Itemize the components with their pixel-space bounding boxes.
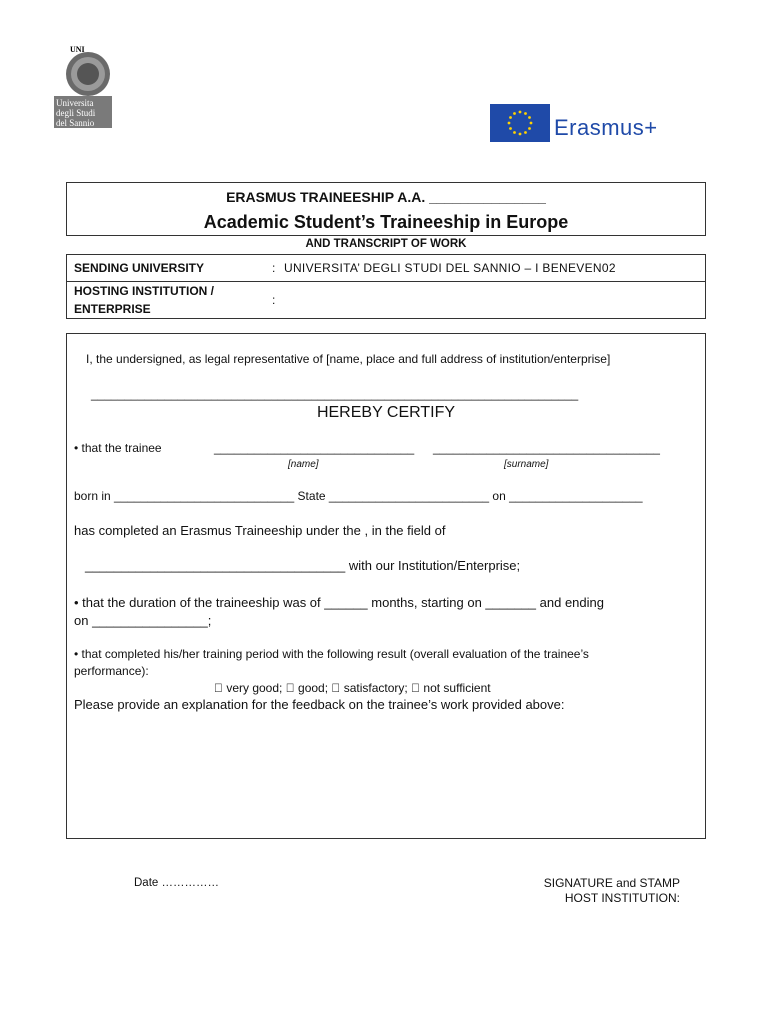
sending-row bbox=[67, 255, 705, 282]
signature-block bbox=[500, 876, 680, 906]
university-logo bbox=[52, 44, 114, 130]
hereby-certify: HEREBY CERTIFY bbox=[316, 404, 456, 421]
trainee-label: • that the trainee bbox=[74, 441, 162, 455]
result-line-1: • that completed his/her training period with the following result (overall evaluation of the trainee’s bbox=[74, 647, 589, 661]
completed-text: has completed an Erasmus Traineeship under the , in the field of bbox=[74, 523, 446, 538]
info-table bbox=[66, 254, 706, 319]
name-hint: [name] bbox=[288, 459, 319, 470]
logo-line-2: degli Studi bbox=[56, 108, 96, 118]
hosting-row bbox=[67, 281, 705, 318]
sending-colon: : bbox=[272, 261, 276, 275]
logo-line-3: del Sannio bbox=[56, 118, 95, 128]
date-field: Date …………… bbox=[134, 877, 219, 889]
title-box bbox=[66, 182, 706, 236]
title-line-1: ERASMUS TRAINEESHIP A.A. _______________ bbox=[226, 189, 546, 205]
sending-value: UNIVERSITA’ DEGLI STUDI DEL SANNIO – I BENEVEN02 bbox=[284, 261, 616, 275]
field-line: ____________________________________ with our Institution/Enterprise; bbox=[85, 558, 521, 573]
logo-uni-text: UNI bbox=[70, 45, 85, 54]
subtitle: AND TRANSCRIPT OF WORK bbox=[305, 238, 467, 250]
explain-text: Please provide an explanation for the feedback on the trainee’s work provided above: bbox=[74, 697, 565, 712]
sending-label: SENDING UNIVERSITY bbox=[74, 261, 205, 275]
eu-flag-icon bbox=[490, 104, 550, 142]
intro-line: _________________________________________________________________________ bbox=[91, 387, 579, 401]
born-in-line: born in ___________________________ State ________________________ on ____________________ bbox=[74, 489, 643, 503]
result-line-2: performance): bbox=[74, 664, 149, 678]
logo-line-1: Universita bbox=[56, 98, 94, 108]
title-line-2: Academic Student’s Traineeship in Europe bbox=[203, 212, 569, 232]
erasmus-wordmark: Erasmus+ bbox=[554, 115, 658, 140]
duration-line-1: • that the duration of the traineeship was of ______ months, starting on _______ and ending bbox=[74, 595, 604, 610]
hosting-colon: : bbox=[272, 293, 276, 307]
duration-line-2: on ________________; bbox=[74, 613, 212, 628]
surname-hint: [surname] bbox=[504, 459, 549, 470]
hosting-label-1: HOSTING INSTITUTION / bbox=[74, 284, 214, 298]
signature-line-2: HOST INSTITUTION: bbox=[564, 891, 680, 905]
hosting-label-2: ENTERPRISE bbox=[74, 302, 151, 316]
certificate-box bbox=[66, 333, 706, 839]
trainee-surname-line: __________________________________ bbox=[433, 441, 660, 455]
trainee-name-line: ______________________________ bbox=[214, 441, 415, 455]
result-options: very good; good; satisfactory; not sufficient bbox=[214, 681, 442, 695]
signature-line-1: SIGNATURE and STAMP bbox=[543, 876, 680, 890]
intro-text: I, the undersigned, as legal representative of [name, place and full address of institution/enterprise] bbox=[86, 352, 611, 366]
